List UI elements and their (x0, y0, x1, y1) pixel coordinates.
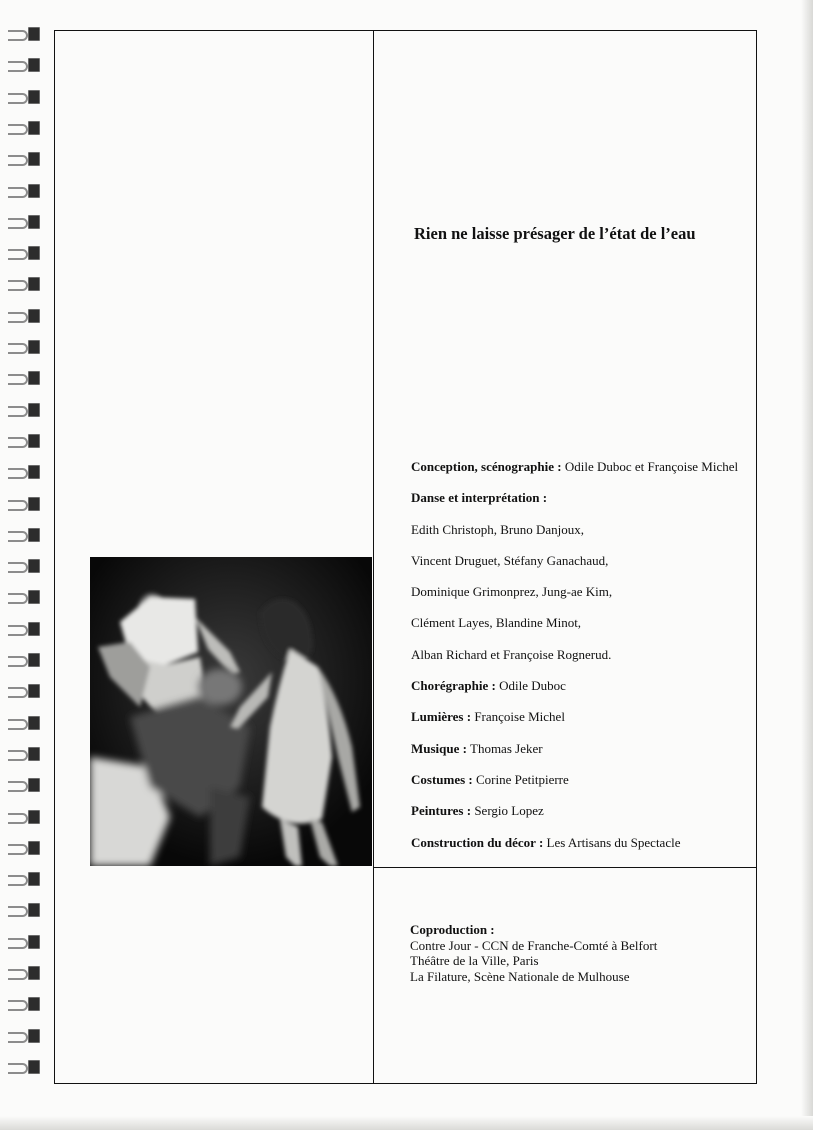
credit-line (411, 701, 755, 732)
binding-coil (4, 587, 44, 605)
coil-wire (8, 906, 28, 917)
punch-hole (28, 622, 40, 636)
coil-wire (8, 938, 28, 949)
binding-coil (4, 744, 44, 762)
coil-wire (8, 719, 28, 730)
dancers-photo-icon (90, 557, 372, 866)
credit-value: Dominique Grimonprez, Jung-ae Kim, (411, 584, 613, 600)
punch-hole (28, 184, 40, 198)
credit-label: Peintures : (411, 803, 472, 819)
binding-coil (4, 55, 44, 73)
page-bottom-shadow (0, 1116, 813, 1130)
binding-coil (4, 243, 44, 261)
coil-wire (8, 468, 28, 479)
coil-wire (8, 312, 28, 323)
binding-coil (4, 994, 44, 1012)
coil-wire (8, 625, 28, 636)
binding-coil (4, 337, 44, 355)
punch-hole (28, 497, 40, 511)
binding-coil (4, 149, 44, 167)
binding-coil (4, 775, 44, 793)
credit-line (411, 451, 755, 482)
coil-wire (8, 124, 28, 135)
credit-value: Odile Duboc et Françoise Michel (564, 459, 739, 474)
coil-wire (8, 562, 28, 573)
coproduction-line: Théâtre de la Ville, Paris (410, 953, 539, 968)
binding-coil (4, 462, 44, 480)
binding-coil (4, 525, 44, 543)
punch-hole (28, 403, 40, 417)
punch-hole (28, 58, 40, 72)
coproduction-block (410, 922, 750, 984)
binding-coil (4, 1057, 44, 1075)
coil-wire (8, 531, 28, 542)
coil-wire (8, 1063, 28, 1074)
page-title: Rien ne laisse présager de l’état de l’eau (414, 224, 696, 243)
credit-value: Vincent Druguet, Stéfany Ganachaud, (411, 552, 609, 568)
coproduction-line: La Filature, Scène Nationale de Mulhouse (410, 968, 630, 984)
binding-coil (4, 681, 44, 699)
punch-hole (28, 528, 40, 542)
punch-hole (28, 434, 40, 448)
punch-hole (28, 559, 40, 573)
punch-hole (28, 246, 40, 260)
credit-label: Costumes : (411, 771, 473, 787)
binding-coil (4, 619, 44, 637)
punch-hole (28, 152, 40, 166)
coil-wire (8, 656, 28, 667)
coil-wire (8, 500, 28, 511)
punch-hole (28, 747, 40, 761)
credit-value: Clément Layes, Blandine Minot, (411, 615, 582, 631)
coil-wire (8, 218, 28, 229)
credit-line (411, 545, 755, 576)
punch-hole (28, 716, 40, 730)
coil-wire (8, 93, 28, 104)
credit-value: Corine Petitpierre (476, 771, 569, 787)
coproduction-heading: Coproduction : (410, 922, 495, 937)
punch-hole (28, 277, 40, 291)
credit-line (411, 733, 755, 764)
punch-hole (28, 1029, 40, 1043)
coil-wire (8, 406, 28, 417)
punch-hole (28, 121, 40, 135)
coil-wire (8, 187, 28, 198)
binding-coil (4, 963, 44, 981)
punch-hole (28, 872, 40, 886)
binding-coil (4, 181, 44, 199)
coil-wire (8, 687, 28, 698)
credit-label: Chorégraphie : (411, 678, 496, 694)
coil-wire (8, 1032, 28, 1043)
credit-line (411, 795, 755, 826)
credit-label: Conception, scénographie : (411, 459, 562, 474)
credits-list (411, 451, 755, 858)
coil-wire (8, 61, 28, 72)
binding-coil (4, 932, 44, 950)
punch-hole (28, 997, 40, 1011)
binding-coil (4, 118, 44, 136)
credit-label: Musique : (411, 740, 467, 756)
credit-value: Odile Duboc (499, 678, 566, 694)
binding-coil (4, 400, 44, 418)
binding-coil (4, 274, 44, 292)
credit-line (411, 639, 755, 670)
credit-value: Sergio Lopez (474, 803, 544, 819)
credit-label: Construction du décor : (411, 834, 544, 850)
coil-wire (8, 437, 28, 448)
credit-value: Thomas Jeker (470, 740, 543, 756)
punch-hole (28, 841, 40, 855)
binding-coil (4, 869, 44, 887)
coil-wire (8, 750, 28, 761)
punch-hole (28, 309, 40, 323)
credit-value: Alban Richard et Françoise Rognerud. (411, 646, 612, 662)
credit-line (411, 670, 755, 701)
credit-value: Les Artisans du Spectacle (546, 834, 681, 850)
credit-line (411, 514, 755, 545)
credit-line (411, 482, 755, 513)
punch-hole (28, 371, 40, 385)
punch-hole (28, 935, 40, 949)
coil-wire (8, 30, 28, 41)
binding-coil (4, 713, 44, 731)
punch-hole (28, 215, 40, 229)
credit-value: Edith Christoph, Bruno Danjoux, (411, 521, 584, 537)
page-edge-shadow (801, 0, 813, 1130)
binding-coil (4, 900, 44, 918)
punch-hole (28, 966, 40, 980)
binding-coil (4, 494, 44, 512)
punch-hole (28, 903, 40, 917)
spiral-binding (4, 24, 44, 1094)
credit-label: Danse et interprétation : (411, 490, 548, 506)
punch-hole (28, 653, 40, 667)
punch-hole (28, 340, 40, 354)
credit-line (411, 576, 755, 607)
coil-wire (8, 155, 28, 166)
coil-wire (8, 813, 28, 824)
binding-coil (4, 838, 44, 856)
credit-label: Lumières : (411, 709, 472, 725)
punch-hole (28, 778, 40, 792)
punch-hole (28, 810, 40, 824)
coil-wire (8, 249, 28, 260)
coil-wire (8, 343, 28, 354)
coil-wire (8, 374, 28, 385)
coil-wire (8, 1000, 28, 1011)
coil-wire (8, 593, 28, 604)
coproduction-line: Contre Jour - CCN de Franche-Comté à Belfort (410, 937, 658, 953)
credit-line (411, 607, 755, 638)
punch-hole (28, 465, 40, 479)
coil-wire (8, 781, 28, 792)
coil-wire (8, 875, 28, 886)
credit-line (411, 764, 755, 795)
binding-coil (4, 807, 44, 825)
punch-hole (28, 684, 40, 698)
binding-coil (4, 556, 44, 574)
binding-coil (4, 1026, 44, 1044)
dancers-photo (90, 557, 372, 866)
binding-coil (4, 431, 44, 449)
binding-coil (4, 650, 44, 668)
credit-line (411, 827, 755, 858)
binding-coil (4, 306, 44, 324)
binding-coil (4, 24, 44, 42)
binding-coil (4, 212, 44, 230)
punch-hole (28, 27, 40, 41)
punch-hole (28, 90, 40, 104)
binding-coil (4, 368, 44, 386)
coil-wire (8, 969, 28, 980)
coil-wire (8, 844, 28, 855)
punch-hole (28, 1060, 40, 1074)
coil-wire (8, 280, 28, 291)
punch-hole (28, 590, 40, 604)
binding-coil (4, 87, 44, 105)
credit-value: Françoise Michel (474, 709, 565, 725)
